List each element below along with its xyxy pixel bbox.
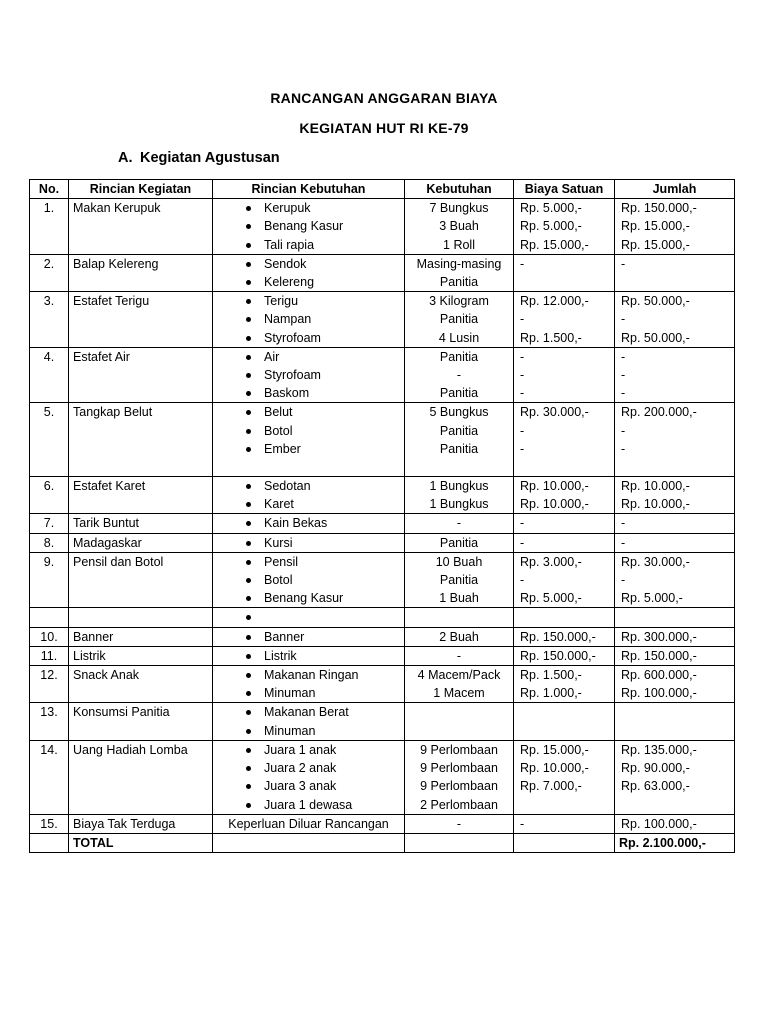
total-empty-3 — [514, 833, 615, 852]
document-title: RANCANGAN ANGGARAN BIAYA — [270, 90, 498, 106]
bullet-item — [217, 589, 400, 607]
row-kebutuhan-line: Panitia — [439, 535, 479, 550]
row-jumlah-line: - — [621, 423, 626, 438]
section-title: Kegiatan Agustusan — [140, 150, 280, 166]
row-number: 2. — [30, 254, 69, 291]
bullet-item — [217, 329, 400, 347]
row-rincian-kebutuhan: Keperluan Diluar Rancangan — [213, 814, 405, 833]
total-label: TOTAL — [69, 833, 213, 852]
row-kebutuhan — [405, 552, 514, 608]
row-jumlah — [615, 533, 735, 552]
row-rincian-kebutuhan — [213, 254, 405, 291]
row-biaya-satuan-line: Rp. 12.000,- — [520, 294, 589, 309]
row-jumlah — [615, 347, 735, 403]
row-biaya-satuan-line: Rp. 1.500,- — [520, 668, 582, 683]
header-no: No. — [30, 180, 69, 199]
bullet-item-text — [243, 610, 264, 624]
row-biaya-satuan-line: Rp. 10.000,- — [520, 761, 589, 776]
header-rincian-kegiatan: Rincian Kegiatan — [69, 180, 213, 199]
row-jumlah-line: - — [621, 349, 626, 364]
row-biaya-satuan-line: - — [520, 516, 525, 531]
row-rincian-kebutuhan — [213, 514, 405, 533]
row-kebutuhan-line: Panitia — [439, 423, 479, 438]
table-row — [30, 552, 735, 608]
row-jumlah-line: - — [621, 516, 626, 531]
bullet-item-text: Minuman — [264, 723, 316, 738]
row-biaya-satuan-line: Rp. 1.500,- — [520, 330, 582, 345]
table-row — [30, 514, 735, 533]
row-jumlah-line: Rp. 5.000,- — [621, 591, 683, 606]
row-kegiatan: Balap Kelereng — [69, 254, 213, 291]
table-row — [30, 254, 735, 291]
table-header-row — [30, 180, 735, 199]
row-jumlah-line: - — [621, 535, 626, 550]
row-jumlah — [615, 627, 735, 646]
header-rincian-kebutuhan: Rincian Kebutuhan — [213, 180, 405, 199]
row-jumlah-line: Rp. 600.000,- — [621, 668, 697, 683]
total-no-cell — [30, 833, 69, 852]
row-number: 7. — [30, 514, 69, 533]
row-jumlah-line: Rp. 50.000,- — [621, 330, 690, 345]
bullet-item — [217, 553, 400, 571]
row-rincian-kebutuhan — [213, 552, 405, 608]
document-subtitle: KEGIATAN HUT RI KE-79 — [299, 120, 469, 136]
bullet-item — [217, 796, 400, 814]
row-biaya-satuan-line: - — [520, 816, 525, 831]
row-jumlah — [615, 292, 735, 348]
row-number: 5. — [30, 403, 69, 477]
bullet-item-text: Benang Kasur — [264, 591, 344, 606]
row-biaya-satuan-line: Rp. 10.000,- — [520, 479, 589, 494]
row-jumlah-line: - — [621, 368, 626, 383]
row-kebutuhan — [405, 477, 514, 514]
row-kebutuhan-line: 9 Perlombaan — [420, 761, 498, 776]
row-biaya-satuan-line: Rp. 3.000,- — [520, 554, 582, 569]
row-number: 10. — [30, 627, 69, 646]
bullet-item-text: Sedotan — [264, 479, 311, 494]
row-jumlah — [615, 666, 735, 703]
row-kegiatan: Biaya Tak Terduga — [69, 814, 213, 833]
row-kebutuhan-line: - — [456, 368, 462, 383]
row-biaya-satuan-line: Rp. 1.000,- — [520, 686, 582, 701]
bullet-item-text: Belut — [264, 405, 293, 420]
table-row — [30, 646, 735, 665]
row-number: 4. — [30, 347, 69, 403]
bullet-item-text: Minuman — [264, 686, 316, 701]
row-kegiatan: Makan Kerupuk — [69, 199, 213, 255]
bullet-item — [217, 348, 400, 366]
row-kebutuhan-line: 2 Perlombaan — [420, 797, 498, 812]
row-jumlah-line: Rp. 135.000,- — [621, 742, 697, 757]
table-row — [30, 703, 735, 740]
total-empty-2 — [405, 833, 514, 852]
row-kebutuhan — [405, 814, 514, 833]
bullet-item-text: Juara 1 dewasa — [264, 797, 353, 812]
row-jumlah — [615, 814, 735, 833]
bullet-item-text: Botol — [264, 423, 293, 438]
row-jumlah — [615, 552, 735, 608]
row-biaya-satuan — [514, 477, 615, 514]
row-kebutuhan — [405, 292, 514, 348]
row-jumlah-line: Rp. 100.000,- — [621, 686, 697, 701]
row-rincian-kebutuhan — [213, 666, 405, 703]
row-kebutuhan-line: - — [456, 516, 462, 531]
row-jumlah-line: Rp. 10.000,- — [621, 479, 690, 494]
row-kegiatan: Listrik — [69, 646, 213, 665]
row-kebutuhan-line: - — [456, 648, 462, 663]
row-biaya-satuan — [514, 552, 615, 608]
bullet-item — [217, 217, 400, 235]
bullet-item — [217, 255, 400, 273]
bullet-item — [217, 777, 400, 795]
row-jumlah — [615, 740, 735, 814]
bullet-item-text: Makanan Ringan — [264, 668, 359, 683]
row-jumlah — [615, 403, 735, 477]
table-row — [30, 666, 735, 703]
row-jumlah-line: Rp. 30.000,- — [621, 554, 690, 569]
row-kebutuhan-line: 1 Bungkus — [429, 497, 489, 512]
row-kebutuhan-line: 9 Perlombaan — [420, 742, 498, 757]
row-number: 9. — [30, 552, 69, 608]
bullet-item — [217, 384, 400, 402]
row-kebutuhan-line: Panitia — [439, 573, 479, 588]
row-jumlah — [615, 608, 735, 627]
row-kegiatan — [69, 608, 213, 627]
bullet-item — [217, 759, 400, 777]
row-kegiatan: Tarik Buntut — [69, 514, 213, 533]
row-biaya-satuan — [514, 740, 615, 814]
row-kebutuhan-line: 3 Kilogram — [429, 294, 489, 309]
row-jumlah-line: Rp. 15.000,- — [621, 219, 690, 234]
row-kebutuhan — [405, 740, 514, 814]
row-jumlah-line: - — [621, 441, 626, 456]
row-kebutuhan — [405, 199, 514, 255]
bullet-item — [217, 571, 400, 589]
row-jumlah-line: Rp. 150.000,- — [621, 648, 697, 663]
bullet-item-text: Kelereng — [264, 275, 315, 290]
row-kegiatan: Tangkap Belut — [69, 403, 213, 477]
bullet-item-text: Pensil — [264, 554, 299, 569]
row-biaya-satuan — [514, 608, 615, 627]
section-heading — [118, 150, 280, 166]
bullet-item — [217, 366, 400, 384]
row-kebutuhan — [405, 666, 514, 703]
table-row — [30, 627, 735, 646]
header-kebutuhan: Kebutuhan — [405, 180, 514, 199]
row-biaya-satuan-line: Rp. 150.000,- — [520, 648, 596, 663]
row-biaya-satuan — [514, 403, 615, 477]
row-kebutuhan — [405, 514, 514, 533]
row-kebutuhan — [405, 403, 514, 477]
section-letter: A. — [118, 150, 133, 166]
row-biaya-satuan-line: Rp. 30.000,- — [520, 405, 589, 420]
row-kegiatan: Pensil dan Botol — [69, 552, 213, 608]
bullet-item — [217, 628, 400, 646]
row-biaya-satuan-line: - — [520, 423, 525, 438]
bullet-item-text: Makanan Berat — [264, 705, 349, 720]
row-kebutuhan-line: 5 Bungkus — [429, 405, 489, 420]
bullet-item — [217, 403, 400, 421]
row-biaya-satuan — [514, 254, 615, 291]
row-biaya-satuan — [514, 347, 615, 403]
table-row — [30, 199, 735, 255]
row-jumlah-line: Rp. 200.000,- — [621, 405, 697, 420]
row-biaya-satuan — [514, 666, 615, 703]
bullet-item — [217, 236, 400, 254]
bullet-item — [217, 310, 400, 328]
row-kebutuhan — [405, 533, 514, 552]
row-kebutuhan-line: 1 Macem — [433, 686, 485, 701]
bullet-item-text: Benang Kasur — [264, 219, 344, 234]
bullet-item-text: Kain Bekas — [264, 516, 328, 531]
row-biaya-satuan — [514, 646, 615, 665]
table-row — [30, 740, 735, 814]
table-row — [30, 477, 735, 514]
row-rincian-kebutuhan — [213, 703, 405, 740]
row-jumlah-line: Rp. 300.000,- — [621, 629, 697, 644]
bullet-item-text: Tali rapia — [264, 237, 315, 252]
row-rincian-kebutuhan — [213, 347, 405, 403]
row-biaya-satuan-line: - — [520, 349, 525, 364]
row-biaya-satuan-line: Rp. 15.000,- — [520, 742, 589, 757]
row-number: 3. — [30, 292, 69, 348]
total-value: Rp. 2.100.000,- — [615, 833, 735, 852]
row-biaya-satuan-line: Rp. 5.000,- — [520, 201, 582, 216]
row-kebutuhan-line: Panitia — [439, 312, 479, 327]
row-biaya-satuan-line: - — [520, 535, 525, 550]
row-rincian-kebutuhan — [213, 627, 405, 646]
row-jumlah-line: - — [621, 256, 626, 271]
row-jumlah-line: Rp. 10.000,- — [621, 497, 690, 512]
table-row — [30, 608, 735, 627]
row-kegiatan: Estafet Karet — [69, 477, 213, 514]
row-biaya-satuan-line: - — [520, 312, 525, 327]
row-number: 14. — [30, 740, 69, 814]
bullet-item — [217, 292, 400, 310]
bullet-item — [217, 514, 400, 532]
bullet-item-text: Juara 3 anak — [264, 779, 337, 794]
row-biaya-satuan-line: Rp. 10.000,- — [520, 497, 589, 512]
bullet-item — [217, 684, 400, 702]
row-jumlah-line: Rp. 15.000,- — [621, 237, 690, 252]
row-biaya-satuan-line: - — [520, 441, 525, 456]
bullet-item — [217, 647, 400, 665]
row-biaya-satuan-line: - — [520, 368, 525, 383]
row-biaya-satuan — [514, 703, 615, 740]
bullet-item — [217, 495, 400, 513]
bullet-item-text: Sendok — [264, 256, 307, 271]
table-row — [30, 292, 735, 348]
row-number: 11. — [30, 646, 69, 665]
row-kegiatan: Madagaskar — [69, 533, 213, 552]
row-kebutuhan-line: Panitia — [439, 386, 479, 401]
bullet-item-text: Juara 2 anak — [264, 761, 337, 776]
row-kegiatan: Uang Hadiah Lomba — [69, 740, 213, 814]
row-biaya-satuan-line: - — [520, 256, 525, 271]
bullet-item — [217, 703, 400, 721]
row-biaya-satuan — [514, 292, 615, 348]
row-biaya-satuan-line: Rp. 150.000,- — [520, 629, 596, 644]
row-kebutuhan-line: Panitia — [439, 275, 479, 290]
row-number: 15. — [30, 814, 69, 833]
row-number: 1. — [30, 199, 69, 255]
bullet-item — [217, 477, 400, 495]
row-kegiatan: Estafet Air — [69, 347, 213, 403]
row-biaya-satuan-line: Rp. 5.000,- — [520, 591, 582, 606]
row-jumlah-line: - — [621, 312, 626, 327]
row-biaya-satuan — [514, 627, 615, 646]
row-kebutuhan-line: 2 Buah — [439, 629, 479, 644]
row-kebutuhan — [405, 627, 514, 646]
row-biaya-satuan — [514, 814, 615, 833]
bullet-item — [217, 440, 400, 458]
row-jumlah — [615, 254, 735, 291]
bullet-item — [217, 534, 400, 552]
row-number: 13. — [30, 703, 69, 740]
row-rincian-kebutuhan — [213, 646, 405, 665]
row-rincian-kebutuhan — [213, 608, 405, 627]
bullet-item-text: Botol — [264, 573, 293, 588]
row-jumlah-line: - — [621, 573, 626, 588]
row-biaya-satuan — [514, 514, 615, 533]
row-jumlah-line: Rp. 90.000,- — [621, 761, 690, 776]
row-rincian-kebutuhan — [213, 533, 405, 552]
row-kebutuhan-line: 10 Buah — [435, 554, 483, 569]
row-jumlah — [615, 703, 735, 740]
row-kebutuhan-line: Panitia — [439, 441, 479, 456]
row-kebutuhan-line: Masing-masing — [416, 256, 502, 271]
bullet-item — [217, 741, 400, 759]
bullet-item-text: Nampan — [264, 312, 312, 327]
bullet-item — [217, 722, 400, 740]
row-kebutuhan-line: 4 Macem/Pack — [417, 668, 501, 683]
row-kebutuhan — [405, 646, 514, 665]
row-kegiatan: Snack Anak — [69, 666, 213, 703]
row-rincian-kebutuhan — [213, 199, 405, 255]
row-kebutuhan — [405, 347, 514, 403]
total-empty-1 — [213, 833, 405, 852]
header-jumlah: Jumlah — [615, 180, 735, 199]
table-row — [30, 403, 735, 477]
bullet-item-text: Baskom — [264, 386, 310, 401]
row-number: 6. — [30, 477, 69, 514]
row-jumlah-line: Rp. 63.000,- — [621, 779, 690, 794]
bullet-item — [217, 199, 400, 217]
row-biaya-satuan-line: Rp. 7.000,- — [520, 779, 582, 794]
bullet-item-text: Air — [264, 349, 280, 364]
bullet-item-text: Styrofoam — [264, 330, 321, 345]
total-row — [30, 833, 735, 852]
row-kebutuhan — [405, 254, 514, 291]
bullet-item-text: Ember — [264, 441, 301, 456]
row-kebutuhan-line: 9 Perlombaan — [420, 779, 498, 794]
row-biaya-satuan-line: Rp. 15.000,- — [520, 237, 589, 252]
bullet-item-text: Kerupuk — [264, 201, 311, 216]
bullet-item — [217, 273, 400, 291]
row-jumlah-line: Rp. 100.000,- — [621, 816, 697, 831]
row-rincian-kebutuhan — [213, 292, 405, 348]
row-kebutuhan-line: 1 Roll — [443, 237, 475, 252]
row-jumlah-line: Rp. 150.000,- — [621, 201, 697, 216]
bullet-item — [217, 608, 400, 626]
table-row — [30, 533, 735, 552]
row-jumlah — [615, 646, 735, 665]
row-jumlah — [615, 514, 735, 533]
row-biaya-satuan — [514, 533, 615, 552]
row-kegiatan: Banner — [69, 627, 213, 646]
bullet-item-text: Karet — [264, 497, 294, 512]
row-jumlah — [615, 199, 735, 255]
bullet-item-text: Listrik — [264, 648, 297, 663]
bullet-item — [217, 666, 400, 684]
row-kebutuhan-line: - — [456, 816, 462, 831]
row-kebutuhan — [405, 703, 514, 740]
table-body — [30, 199, 735, 834]
budget-table — [29, 179, 735, 853]
table-row — [30, 347, 735, 403]
bullet-item-text: Banner — [264, 629, 305, 644]
row-kebutuhan — [405, 608, 514, 627]
row-rincian-kebutuhan — [213, 477, 405, 514]
row-kebutuhan-line: 4 Lusin — [438, 330, 480, 345]
row-number: 12. — [30, 666, 69, 703]
bullet-item-text: Kursi — [264, 535, 293, 550]
row-kebutuhan-line: 1 Buah — [439, 591, 479, 606]
row-biaya-satuan-line: - — [520, 573, 525, 588]
row-number: 8. — [30, 533, 69, 552]
bullet-item — [217, 422, 400, 440]
row-number — [30, 608, 69, 627]
bullet-item-text: Juara 1 anak — [264, 742, 337, 757]
header-biaya-satuan: Biaya Satuan — [514, 180, 615, 199]
row-biaya-satuan — [514, 199, 615, 255]
row-kebutuhan-line: Panitia — [439, 349, 479, 364]
row-jumlah-line: Rp. 50.000,- — [621, 294, 690, 309]
row-jumlah — [615, 477, 735, 514]
row-kegiatan: Estafet Terigu — [69, 292, 213, 348]
row-rincian-kebutuhan — [213, 740, 405, 814]
row-kebutuhan-line: 1 Bungkus — [429, 479, 489, 494]
table-row — [30, 814, 735, 833]
row-kebutuhan-line: 3 Buah — [439, 219, 479, 234]
row-biaya-satuan-line: Rp. 5.000,- — [520, 219, 582, 234]
bullet-item-text: Styrofoam — [264, 368, 321, 383]
row-jumlah-line: - — [621, 386, 626, 401]
row-biaya-satuan-line: - — [520, 386, 525, 401]
row-kebutuhan-line: 7 Bungkus — [429, 201, 489, 216]
row-kegiatan: Konsumsi Panitia — [69, 703, 213, 740]
bullet-item-text: Terigu — [264, 294, 299, 309]
row-rincian-kebutuhan — [213, 403, 405, 477]
